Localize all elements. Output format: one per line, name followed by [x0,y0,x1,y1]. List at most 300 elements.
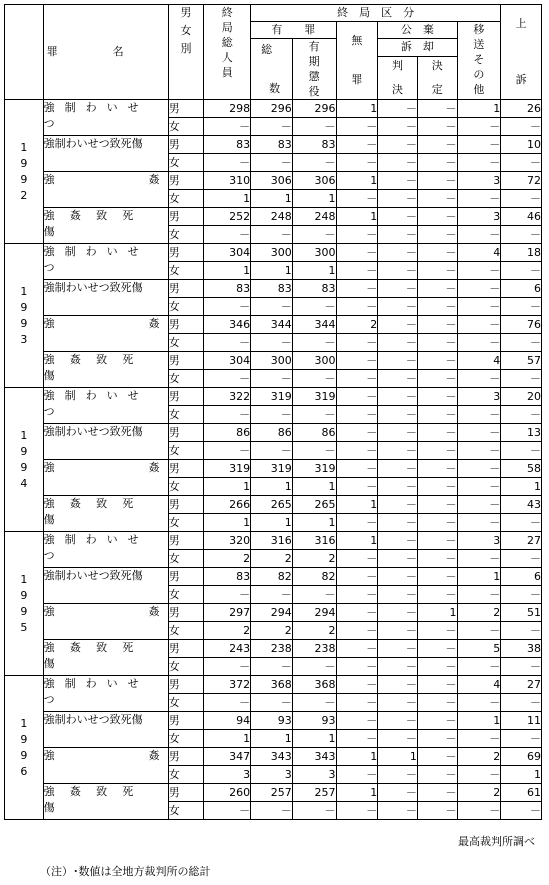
crime-name-char: 姦 [148,605,160,618]
value-cell: － [378,586,418,604]
value-cell: － [417,712,457,730]
year-digit: 9 [20,172,28,186]
value-cell: － [417,784,457,802]
value-cell: － [457,496,501,514]
value-cell: － [457,730,501,748]
year-digit: 9 [20,748,28,762]
value-cell: － [251,694,293,712]
crime-name-text [44,748,160,764]
crime-name-text: 強姦致死傷 [43,497,149,526]
value-cell: － [336,244,378,262]
value-cell: － [417,172,457,190]
value-cell: － [204,442,251,460]
sex-female: 女 [168,586,204,604]
value-cell: － [417,550,457,568]
header-transfer-char: の [473,68,485,81]
value-cell: － [292,658,336,676]
value-cell: － [336,676,378,694]
year-digit: 1 [20,140,28,154]
header-transfer [457,22,501,100]
value-cell: － [378,334,418,352]
value-cell: － [457,424,501,442]
value-cell: － [457,460,501,478]
value-cell: 1 [417,604,457,622]
value-cell: 260 [204,784,251,802]
header-acquittal [336,22,378,100]
value-cell: － [292,370,336,388]
value-cell: － [378,550,418,568]
value-cell: － [417,640,457,658]
value-cell: － [417,532,457,550]
value-cell: － [204,226,251,244]
value-cell: － [378,280,418,298]
value-cell: － [417,100,457,118]
value-cell: － [417,406,457,424]
crime-name-text: 強制わいせつ致死傷 [43,569,143,582]
value-cell: － [417,208,457,226]
value-cell: 1 [457,568,501,586]
value-cell: － [336,352,378,370]
crime-name [43,748,168,784]
value-cell: 1 [457,100,501,118]
value-cell: － [336,424,378,442]
value-cell: － [417,352,457,370]
sex-male: 男 [168,244,204,262]
value-cell: － [417,694,457,712]
crime-name [43,496,168,532]
value-cell: 319 [204,460,251,478]
header-dismissal-top: 公 棄 [400,23,434,36]
value-cell: － [457,478,501,496]
header-sex [168,5,204,100]
value-cell: － [336,334,378,352]
value-cell: － [457,802,501,820]
value-cell: 10 [501,136,542,154]
value-cell: － [378,190,418,208]
header-prison [292,39,336,100]
crime-name-text: 強制わいせつ致死傷 [43,713,143,726]
value-cell: 310 [204,172,251,190]
value-cell: 6 [501,568,542,586]
value-cell: 2 [204,622,251,640]
value-cell: － [336,622,378,640]
value-cell: － [251,118,293,136]
table-row [5,316,542,334]
table-row [5,280,542,298]
crime-name-text: 強姦致死傷 [43,785,149,814]
value-cell: － [417,730,457,748]
value-cell: － [292,334,336,352]
value-cell: － [204,658,251,676]
value-cell: 322 [204,388,251,406]
value-cell: 93 [292,712,336,730]
crime-name [43,172,168,208]
value-cell: － [378,784,418,802]
value-cell: － [417,136,457,154]
header-dismissal-mid: 訴 却 [378,39,457,57]
table-body [5,100,542,820]
value-cell: － [417,244,457,262]
crime-name-text [44,460,160,476]
value-cell: 20 [501,388,542,406]
value-cell: － [417,748,457,766]
value-cell: － [417,496,457,514]
value-cell: － [251,658,293,676]
value-cell: － [457,334,501,352]
value-cell: 1 [204,730,251,748]
value-cell: 1 [251,262,293,280]
year-digit: 3 [20,332,28,346]
value-cell: － [204,694,251,712]
table-row [5,424,542,442]
crime-name-text: 強制わいせつ [43,245,149,274]
sex-male: 男 [168,568,204,586]
value-cell: － [336,406,378,424]
crime-name-text: 強制わいせつ致死傷 [43,425,143,438]
value-cell: － [251,154,293,172]
value-cell: － [457,370,501,388]
sex-female: 女 [168,406,204,424]
year-digit: 1 [20,572,28,586]
value-cell: － [378,604,418,622]
value-cell: － [336,262,378,280]
value-cell: － [336,226,378,244]
sex-male: 男 [168,784,204,802]
header-sex-char: 別 [180,42,192,55]
value-cell: 1 [336,172,378,190]
header-crime: 罪 名 [43,5,168,100]
sex-female: 女 [168,622,204,640]
value-cell: 94 [204,712,251,730]
value-cell: － [336,604,378,622]
value-cell: 83 [204,568,251,586]
value-cell: 316 [251,532,293,550]
value-cell: 1 [336,208,378,226]
value-cell: 372 [204,676,251,694]
sex-female: 女 [168,334,204,352]
header-transfer-char: そ [473,53,485,66]
table-row [5,136,542,154]
value-cell: 1 [292,190,336,208]
crime-name [43,640,168,676]
header-decision-char: 定 [431,82,443,96]
value-cell: － [378,532,418,550]
value-cell: － [336,766,378,784]
value-cell: － [292,118,336,136]
value-cell: 343 [251,748,293,766]
crime-name [43,136,168,172]
value-cell: － [378,406,418,424]
value-cell: － [292,154,336,172]
table-row [5,604,542,622]
value-cell: － [378,136,418,154]
value-cell: － [336,550,378,568]
value-cell: 83 [292,280,336,298]
value-cell: 69 [501,748,542,766]
header-guilty-total-char: 総 [261,42,273,56]
value-cell: － [501,550,542,568]
value-cell: － [501,658,542,676]
value-cell: － [336,712,378,730]
value-cell: － [378,568,418,586]
value-cell: － [378,100,418,118]
value-cell: 320 [204,532,251,550]
crime-name-text: 強制わいせつ [43,389,149,418]
sex-male: 男 [168,208,204,226]
value-cell: － [336,388,378,406]
table-row [5,676,542,694]
value-cell: 243 [204,640,251,658]
value-cell: － [204,586,251,604]
value-cell: 57 [501,352,542,370]
value-cell: － [378,676,418,694]
sex-male: 男 [168,640,204,658]
value-cell: 93 [251,712,293,730]
value-cell: 1 [204,190,251,208]
value-cell: 83 [204,280,251,298]
value-cell: － [457,136,501,154]
value-cell: － [292,442,336,460]
value-cell: － [417,478,457,496]
value-cell: 3 [457,208,501,226]
sex-male: 男 [168,316,204,334]
value-cell: － [417,118,457,136]
header-dismissal [378,22,457,39]
value-cell: 1 [501,766,542,784]
value-cell: － [378,298,418,316]
crime-name [43,244,168,280]
header-acquittal-char: 無 [351,34,363,47]
value-cell: 13 [501,424,542,442]
value-cell: 319 [292,388,336,406]
value-cell: － [417,766,457,784]
value-cell: － [501,406,542,424]
value-cell: － [378,658,418,676]
value-cell: 300 [292,244,336,262]
header-appeal [501,5,542,100]
year-digit: 9 [20,732,28,746]
value-cell: 306 [251,172,293,190]
value-cell: 2 [292,550,336,568]
value-cell: 294 [251,604,293,622]
value-cell: － [378,244,418,262]
table-row [5,352,542,370]
value-cell: 1 [292,730,336,748]
crime-name-text: 強姦致死傷 [43,209,149,238]
value-cell: 1 [204,262,251,280]
crime-name [43,712,168,748]
crime-name [43,532,168,568]
value-cell: － [417,370,457,388]
value-cell: 304 [204,244,251,262]
value-cell: － [417,262,457,280]
value-cell: 316 [292,532,336,550]
value-cell: 18 [501,244,542,262]
year-digit: 9 [20,156,28,170]
value-cell: 319 [251,388,293,406]
value-cell: － [417,568,457,586]
value-cell: － [378,640,418,658]
value-cell: － [501,334,542,352]
header-appeal-char: 上 [515,17,527,30]
value-cell: 257 [292,784,336,802]
sex-male: 男 [168,136,204,154]
value-cell: 1 [336,496,378,514]
value-cell: － [336,478,378,496]
value-cell: 296 [292,100,336,118]
value-cell: － [457,586,501,604]
value-cell: － [378,712,418,730]
value-cell: － [292,694,336,712]
crime-name-char: 姦 [148,461,160,474]
value-cell: 3 [457,388,501,406]
value-cell: － [292,586,336,604]
sex-male: 男 [168,388,204,406]
crime-name-text: 強姦致死傷 [43,641,149,670]
value-cell: － [457,118,501,136]
year-digit: 1 [20,716,28,730]
crime-name [43,208,168,244]
value-cell: － [417,388,457,406]
crime-name-text: 強制わいせつ致死傷 [43,137,143,150]
year-digit: 9 [20,300,28,314]
value-cell: － [457,262,501,280]
value-cell: 46 [501,208,542,226]
value-cell: － [457,766,501,784]
value-cell: 1 [336,100,378,118]
table-row [5,532,542,550]
value-cell: － [378,118,418,136]
header-sex-char: 女 [180,24,192,37]
value-cell: 82 [251,568,293,586]
value-cell: － [378,262,418,280]
value-cell: 3 [292,766,336,784]
sex-female: 女 [168,694,204,712]
crime-name [43,460,168,496]
sex-female: 女 [168,658,204,676]
crime-name-char: 強 [43,173,55,186]
header-total-char: 終 [221,6,233,19]
value-cell: 248 [251,208,293,226]
header-judgment [378,56,418,99]
header-judgment-char: 判 [392,58,404,72]
header-total-char: 員 [221,66,233,79]
value-cell: 1 [251,478,293,496]
sex-male: 男 [168,352,204,370]
value-cell: － [501,694,542,712]
value-cell: 300 [292,352,336,370]
value-cell: － [336,154,378,172]
crime-name-text [44,316,160,332]
value-cell: － [204,298,251,316]
value-cell: 346 [204,316,251,334]
value-cell: 1 [457,712,501,730]
value-cell: － [457,226,501,244]
year-digit: 9 [20,316,28,330]
sex-female: 女 [168,802,204,820]
value-cell: 86 [251,424,293,442]
sex-female: 女 [168,514,204,532]
value-cell: 83 [251,280,293,298]
header-total [204,5,251,100]
sex-male: 男 [168,496,204,514]
value-cell: 4 [457,352,501,370]
value-cell: － [292,406,336,424]
value-cell: － [336,370,378,388]
value-cell: － [378,352,418,370]
value-cell: － [204,406,251,424]
value-cell: 248 [292,208,336,226]
header-decision [417,56,457,99]
value-cell: － [336,586,378,604]
value-cell: － [378,802,418,820]
crime-name-char: 強 [43,605,55,618]
value-cell: － [417,190,457,208]
crime-name-char: 姦 [148,317,160,330]
crime-name-text: 強制わいせつ [43,677,149,706]
value-cell: 297 [204,604,251,622]
value-cell: 265 [292,496,336,514]
value-cell: － [251,298,293,316]
sex-female: 女 [168,766,204,784]
value-cell: － [204,118,251,136]
value-cell: － [251,586,293,604]
value-cell: 2 [336,316,378,334]
value-cell: － [501,226,542,244]
value-cell: － [417,586,457,604]
header-guilty-total-char: 数 [269,81,281,95]
value-cell: 4 [457,244,501,262]
value-cell: － [378,514,418,532]
value-cell: 2 [457,784,501,802]
value-cell: 368 [251,676,293,694]
value-cell: 61 [501,784,542,802]
value-cell: － [292,802,336,820]
value-cell: 1 [204,478,251,496]
value-cell: － [378,478,418,496]
value-cell: － [457,550,501,568]
value-cell: － [417,460,457,478]
value-cell: 347 [204,748,251,766]
header-guilty-total [251,39,293,100]
table-row [5,172,542,190]
value-cell: 3 [251,766,293,784]
year-digit: 9 [20,460,28,474]
value-cell: 238 [292,640,336,658]
value-cell: － [336,802,378,820]
year-cell [5,676,44,820]
value-cell: － [336,298,378,316]
crime-name-char: 強 [43,461,55,474]
value-cell: － [292,298,336,316]
value-cell: － [204,154,251,172]
table-row [5,208,542,226]
year-digit: 9 [20,444,28,458]
value-cell: 265 [251,496,293,514]
value-cell: － [336,640,378,658]
header-decision-char: 決 [431,58,443,72]
value-cell: － [251,802,293,820]
value-cell: － [417,334,457,352]
crime-name [43,352,168,388]
value-cell: － [417,424,457,442]
value-cell: 26 [501,100,542,118]
header-prison-char: 有 [308,40,320,53]
header-guilty: 有 罪 [251,22,336,39]
value-cell: － [417,622,457,640]
value-cell: 2 [251,550,293,568]
sex-female: 女 [168,730,204,748]
